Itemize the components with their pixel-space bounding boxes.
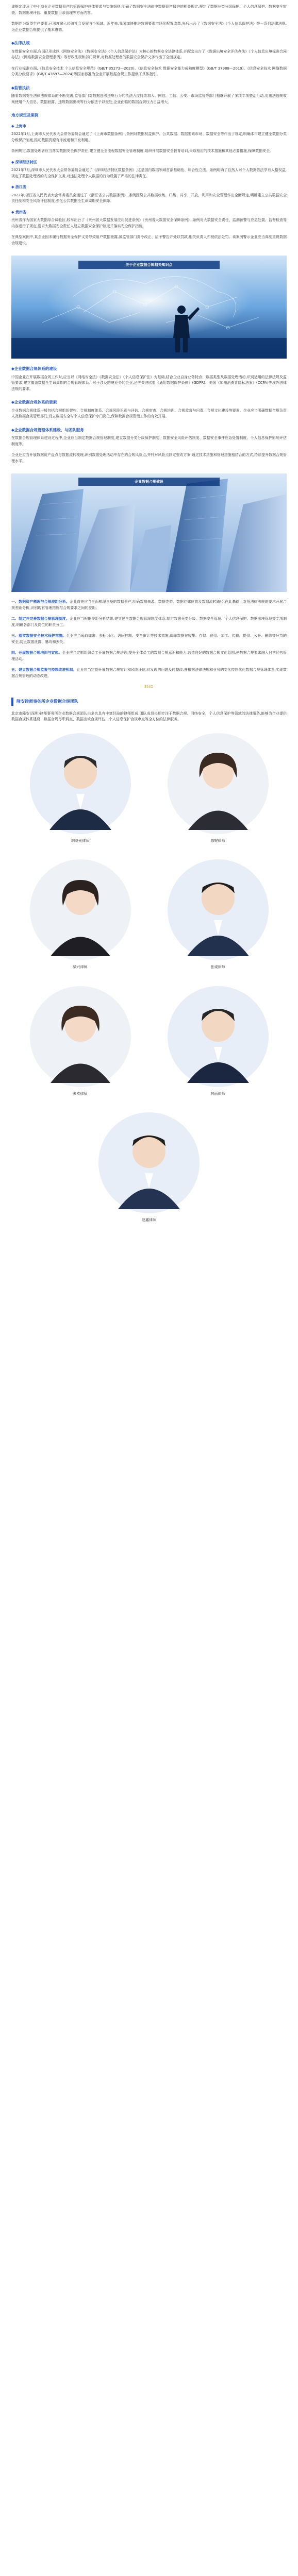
step-number: 三、 — [11, 634, 19, 638]
section-system-build — [11, 366, 287, 392]
step-item — [11, 650, 287, 662]
intro-section — [11, 0, 287, 33]
lawyer-card — [90, 1111, 208, 1224]
section-laws-title: ◆法律法规 — [11, 41, 30, 45]
section-enforcement-paragraph-1: 随着数据安全法律法规体系的不断完善,监管部门对数据违法违规行为的执法力度持续加大。网信、工信、公安、市场监管等部门相继开展了多项专项整治行动,对违法违规收集使用个人信息、数据泄露、违规数据出境等行为依法予以查处,企业面临的数据合规压力日益增大。 — [11, 94, 287, 104]
team-title: 隆安律师事务所企业数据合规团队 — [16, 699, 78, 704]
guizhou-paragraph-1: 贵州省作为国家大数据综合试验区,较早出台了《贵州省大数据发展应用促进条例》《贵州省大数据安全保障条例》,条例对大数据安全责任、监测预警与应急处置、监督检查等内容进行了规定,要求大数据安全责任人建立数据安全保护制度并落实安全保护措施。 — [11, 218, 287, 228]
lawyer-portrait-avatar — [29, 985, 132, 1088]
zhejiang-title: ◆ 浙江省 — [11, 185, 26, 189]
step-text: 企业应当定期组织员工开展数据合规培训,提升全体员工的数据合规意识和能力,营造良好的数据合规文化氛围,使数据合规要求融入日常经营管理活动。 — [11, 651, 287, 661]
shenzhen-paragraph-1: 2021年7月,深圳市人民代表大会常务委员会通过了《深圳经济特区数据条例》,这是国内数据领域首部基础性、综合性立法。条例明确了自然人对个人数据依法享有人格权益,规定了数据处理者的安全保护义务,对违法处理个人数据的行为设置了严格的法律责任。 — [11, 168, 287, 178]
lawyer-name: 林雨律师 — [210, 1091, 225, 1096]
intro-paragraph-1: 该规定涉及了中小商业企业数据资产的管理保护总体要求与实施细则,明确了数据安全法律中数据资产保护的相关规定,规定了数据分类分级保护、个人信息保护、数据安全审查、数据出境评估、重要数据目录管理等方面内容。 — [11, 5, 287, 15]
step-title: 开展数据合规培训与宣传。 — [19, 651, 62, 655]
intro-paragraph-2: 数据作为新型生产要素,已深度融入经济社会发展各个领域。近年来,我国加快推进数据要素市场化配置改革,先后出台了《数据安全法》《个人信息保护法》等一系列法律法规,为企业数据合规提供了基本遵循。 — [11, 22, 287, 32]
section-system-elements — [11, 399, 287, 420]
section-enforcement — [11, 85, 287, 106]
digital-network-illustration — [11, 256, 287, 359]
step-number: 一、 — [11, 600, 19, 604]
shanghai-paragraph-1: 2022年1月,上海市人民代表大会常务委员会通过了《上海市数据条例》,条例对数据权益保护、公共数据、数据要素市场、数据安全等作出了规定,明确本市建立健全数据分类分级保护制度,推动数据资源有序流通和开发利用。 — [11, 132, 287, 142]
step-number: 四、 — [11, 651, 19, 655]
section-system-elements-title: ◆企业数据合规体系的要素 — [11, 400, 57, 404]
guizhou-title: ◆ 贵州省 — [11, 210, 26, 214]
lawyer-grid — [11, 732, 287, 1238]
step-title: 数据资产梳理与合规差距分析。 — [19, 600, 70, 604]
lawyer-card — [159, 732, 277, 844]
team-section — [11, 698, 287, 1238]
team-accent-bar — [11, 698, 13, 706]
lawyer-portrait-avatar — [29, 732, 132, 835]
end-mark: END — [144, 685, 154, 689]
team-intro: 北京市隆安(深圳)律师事务所企业数据合规团队由多名具有丰富经验的律师组成,团队成员长期专注于数据合规、网络安全、个人信息保护等领域的法律服务,能够为企业提供数据合规体系建设、数据合规尽职调查、数据出境合规评估、个人信息保护合规审查等全方位的法律服务。 — [11, 711, 287, 721]
section-laws — [11, 40, 287, 78]
step-title: 建立数据合规监督与持续改进机制。 — [19, 668, 77, 672]
steps-list — [11, 599, 287, 679]
step-number: 五、 — [11, 668, 19, 672]
step-text: 企业首先应当全面梳理自身的数据资产,明确数据来源、数据类型、数据存储位置及数据流转路径,在此基础上对照法律法规的要求开展合规差距分析,识别现有管理措施与合规要求之间的差距。 — [11, 600, 287, 610]
skyscrapers-illustration — [11, 473, 287, 592]
lawyer-name: 梁兴律师 — [73, 965, 88, 969]
shanghai-title: ◆ 上海市 — [11, 124, 26, 128]
step-title: 落实数据安全技术保护措施。 — [19, 634, 67, 638]
step-item — [11, 667, 287, 679]
section-local — [11, 112, 287, 246]
section-laws-paragraph-1: 在数据安全方面,我国已形成以《网络安全法》《数据安全法》《个人信息保护法》为核心的数据安全法律体系,并配套出台了《数据出境安全评估办法》《个人信息出境标准合同办法》《网络数据安全管理条例》等行政法规和部门规章,对数据处理者的数据安全保护义务作出了全面规定。 — [11, 49, 287, 59]
lawyer-portrait-avatar — [167, 985, 270, 1088]
step-text: 企业应当根据差距分析结果,建立健全数据合规管理制度体系,制定数据分类分级、数据安全管理、个人信息保护、数据出境管理等专项制度,明确各部门及岗位的职责分工。 — [11, 617, 287, 627]
guizhou-paragraph-2: 在典型案例中,某企业因未履行数据安全保护义务导致用户数据泄露,被监管部门责令改正、给予警告并处以罚款,相关负责人亦被依法处罚。该案例警示企业应当高度重视数据合规建设。 — [11, 235, 287, 245]
section-system-build-paragraph-1: 中国企业在开展数据合规工作时,应当以《网络安全法》《数据安全法》《个人信息保护法》为基础,结合企业自身业务特点、数据类型及数据处理活动,识别适用的法律法规及监管要求,建立覆盖数据全生命周期的合规管理体系。对于涉及跨境业务的企业,还应关注欧盟《通用数据保护条例》(GDPR)、美国《加州消费者隐私法案》(CCPA)等境外法律法规的要求。 — [11, 375, 287, 391]
section-laws-paragraph-2: 在行业标准方面,《信息安全技术 个人信息安全规范》(GB/T 35273—2020)、《信息安全技术 数据安全能力成熟度模型》(GB/T 37988—2019)、《信息安全技术 网络数据分类分级要求》(GB/T 43697—2024)等国家标准为企业开展数据合规工作提供了具体指引。 — [11, 66, 287, 76]
lawyer-card — [159, 858, 277, 971]
lawyer-portrait-avatar — [167, 858, 270, 961]
lawyer-name: 陈婉律师 — [210, 838, 225, 843]
step-text: 企业应当定期开展数据合规审计和风险评估,对发现的问题及时整改,并根据法律法规和业务的变化持续优化数据合规管理体系,实现数据合规管理的动态改进。 — [11, 668, 287, 678]
step-item — [11, 599, 287, 611]
banner-1-caption: 关于企业数据合规相关知识点 — [125, 263, 173, 267]
step-number: 二、 — [11, 617, 19, 621]
hero-banner-skyscrapers — [11, 473, 287, 592]
section-system-elements-paragraph-1: 企业数据合规体系一般包括合规组织架构、合规制度体系、合规风险识别与评估、合规审查、合规培训、合规监督与问责、合规文化建设等要素。企业应当明确数据合规负责人及数据合规管理部门,设立数据安全与个人信息保护专门岗位,保障数据合规管理工作的有效开展。 — [11, 408, 287, 418]
lawyer-card — [159, 985, 277, 1097]
team-header — [11, 698, 287, 706]
lawyer-card — [21, 732, 140, 844]
shenzhen-title: ◆ 深圳经济特区 — [11, 160, 37, 164]
section-system-build-title: ◆企业数据合规体系的建设 — [11, 366, 57, 371]
step-title: 制定并完善数据合规管理制度。 — [19, 617, 70, 621]
lawyer-name: 朱欢律师 — [73, 1091, 88, 1096]
lawyer-name: 胡晓光律师 — [71, 838, 89, 843]
section-management-paragraph-2: 企业还应当开展数据资产盘点与数据流转梳理,识别数据处理活动中存在的合规风险点,并针对风险点制定整改方案,通过技术措施和管理措施相结合的方式,持续提升数据合规管理水平。 — [11, 453, 287, 463]
section-enforcement-title: ◆监管执法 — [11, 85, 30, 90]
lawyer-card — [21, 985, 140, 1097]
section-local-title: 地方规定及案例 — [11, 113, 39, 117]
lawyer-name: 赵鑫律师 — [142, 1218, 156, 1222]
step-item — [11, 633, 287, 645]
hero-banner-digital-network — [11, 256, 287, 359]
lawyer-portrait-avatar — [97, 1111, 201, 1214]
section-management — [11, 427, 287, 465]
banner-2-caption: 企业数据合规建设 — [135, 480, 163, 484]
lawyer-portrait-avatar — [167, 732, 270, 835]
step-text: 企业应当采取加密、去标识化、访问控制、安全审计等技术措施,保障数据在收集、存储、使用、加工、传输、提供、公开、删除等环节的安全,防止数据泄露、篡改和丢失。 — [11, 634, 287, 644]
step-item — [11, 616, 287, 628]
article — [0, 0, 298, 1238]
section-management-title: ◆企业数据合规管理体系建设、与团队服务 — [11, 427, 84, 432]
lawyer-card — [21, 858, 140, 971]
lawyer-name: 张诚律师 — [210, 965, 225, 969]
section-management-paragraph-1: 在数据合规管理体系建设过程中,企业应当制定数据合规管理制度,建立数据分类分级保护制度、数据安全风险评估制度、数据安全事件应急处置制度、个人信息保护影响评估制度等。 — [11, 436, 287, 446]
shanghai-paragraph-2: 条例规定,数据处理者应当落实数据安全保护责任,建立健全全流程数据安全管理制度,组织开展数据安全教育培训,采取相应的技术措施和其他必要措施,保障数据安全。 — [11, 149, 274, 153]
zhejiang-paragraph-1: 2022年,浙江省人民代表大会常务委员会通过了《浙江省公共数据条例》,条例围绕公共数据收集、归集、共享、开放、利用和安全管理作出全面规定,明确建立公共数据安全责任制和安全风险评估制度,强化公共数据全生命周期安全保障。 — [11, 193, 287, 203]
lawyer-portrait-avatar — [29, 858, 132, 961]
